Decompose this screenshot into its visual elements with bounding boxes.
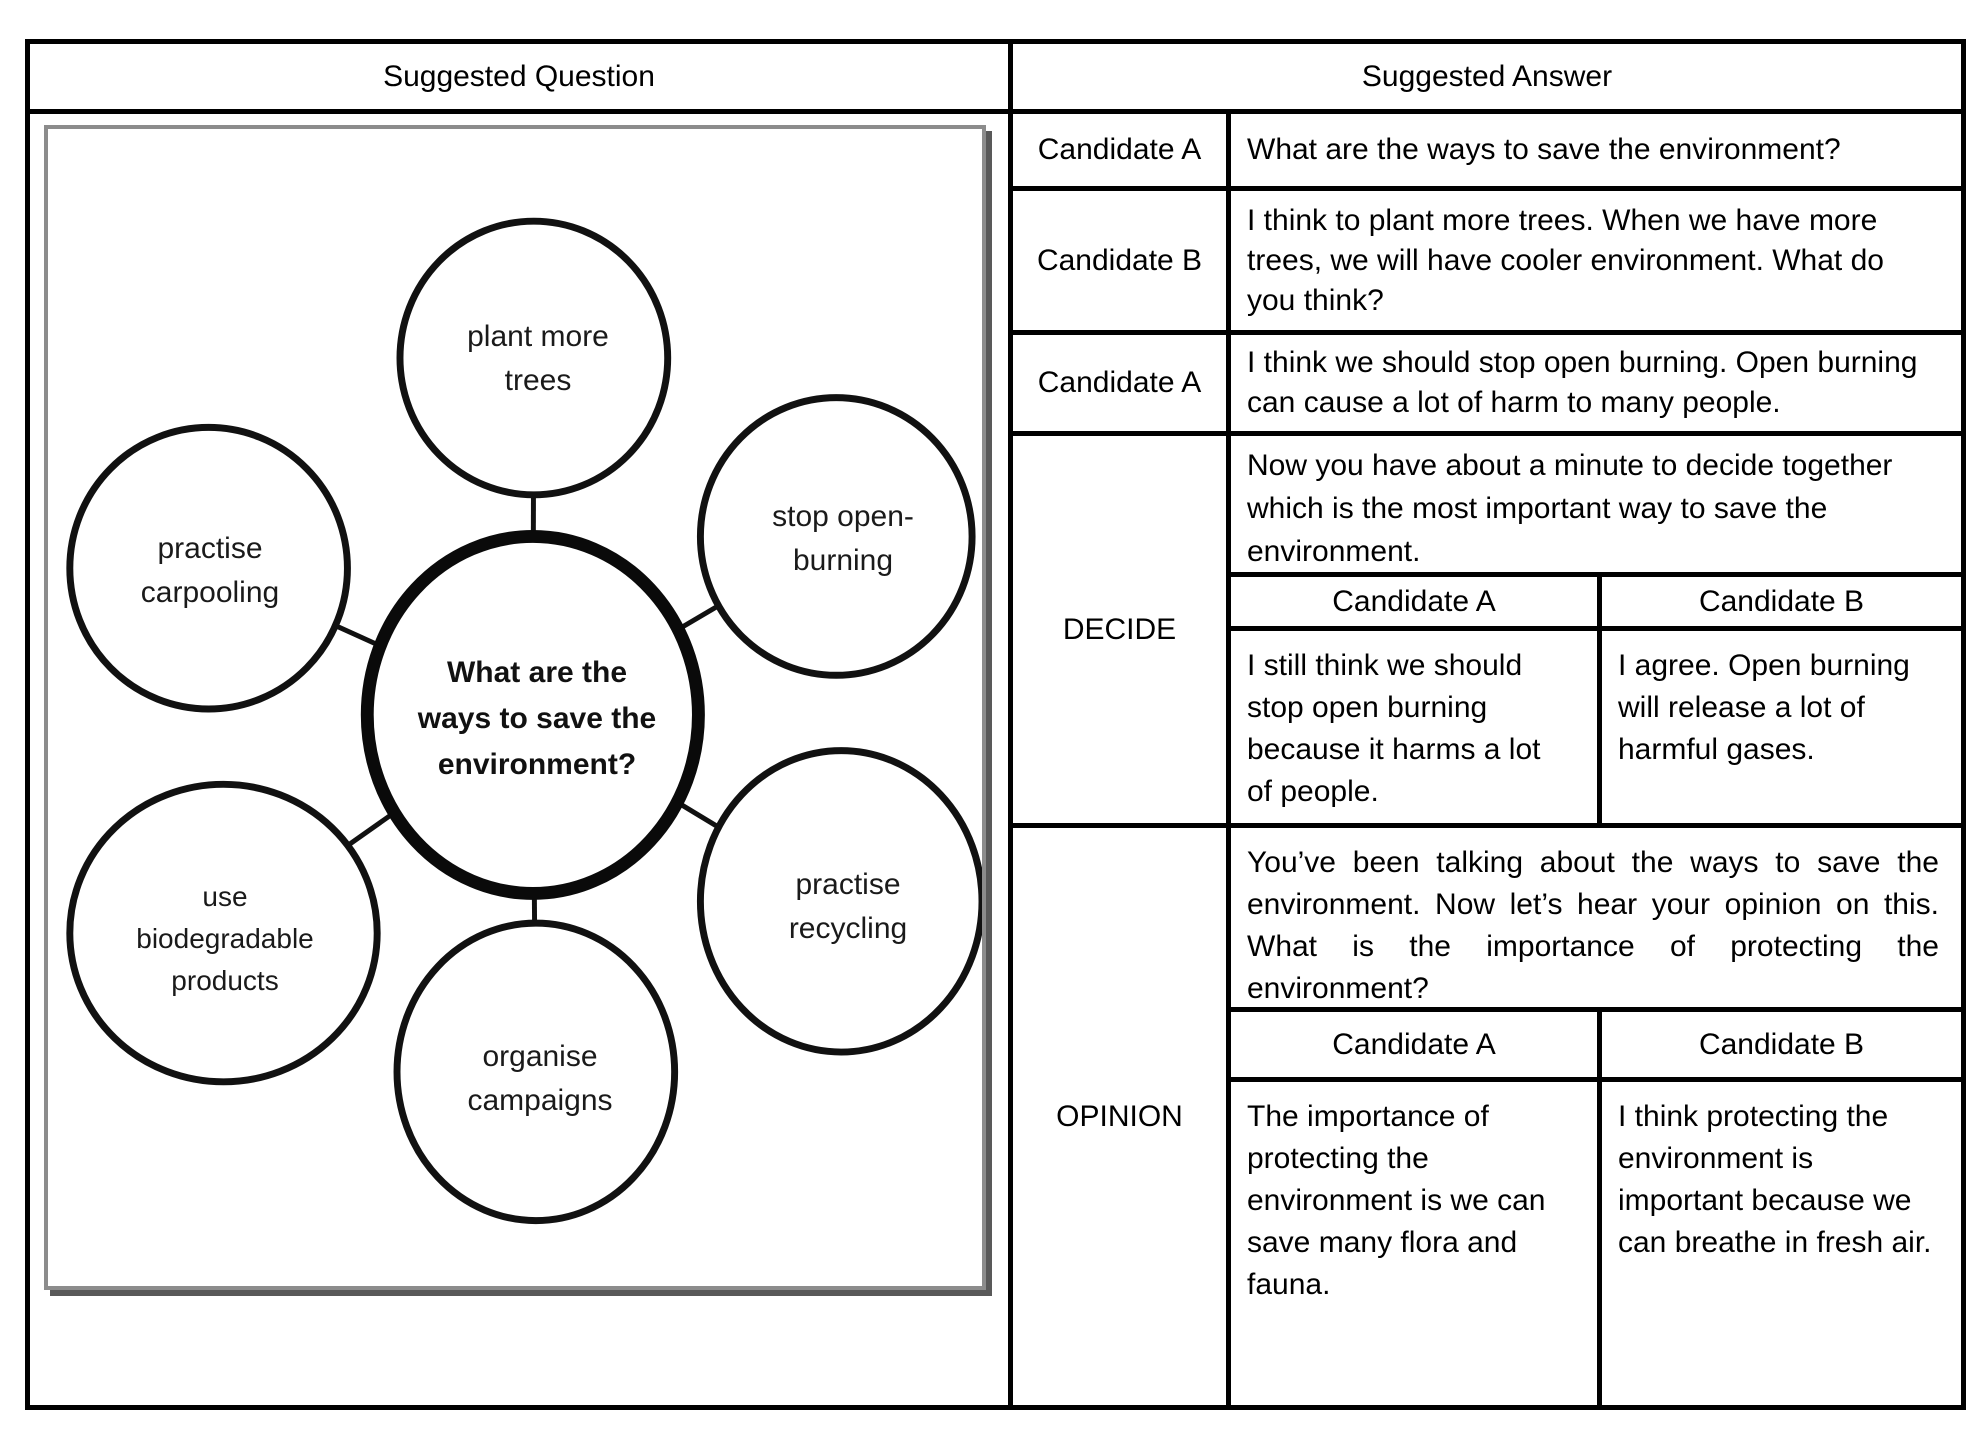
answer-header-cell <box>1013 44 1961 114</box>
decide-candidate-a-header: Candidate A <box>1231 577 1602 626</box>
question-body-cell <box>30 114 1008 1405</box>
speaker-label: Candidate B <box>1013 191 1231 330</box>
opinion-candidate-header <box>1231 1012 1961 1082</box>
dialogue-text: What are the ways to save the environment? <box>1247 133 1841 166</box>
decide-label: DECIDE <box>1013 436 1231 823</box>
answer-header-label: Suggested Answer <box>1361 59 1613 93</box>
question-header-cell <box>30 44 1008 114</box>
question-header-label: Suggested Question <box>383 59 655 93</box>
mindmap-node-stop-open-burning: stop open-burning <box>772 500 914 577</box>
decide-candidate-a-answer: I still think we should stop open burning because it harms a lot of people. <box>1231 631 1602 823</box>
dialogue-text: I think to plant more trees. When we have more trees, we will have cooler environment. What do you think? <box>1247 203 1884 317</box>
answer-pane <box>1013 44 1961 1405</box>
decide-candidate-header <box>1231 577 1961 631</box>
opinion-candidate-a-answer: The importance of protecting the environment is we can save many flora and fauna. <box>1231 1082 1602 1405</box>
question-pane <box>30 44 1013 1405</box>
opinion-candidate-b-answer: I think protecting the environment is important because we can breathe in fresh air. <box>1618 1100 1932 1259</box>
mindmap-node-plant-more-trees: plant more trees <box>467 320 609 397</box>
mindmap-node-organise-campaigns: organise campaigns <box>467 1040 613 1117</box>
mindmap-node-practise-recycling: practise recycling <box>788 868 908 945</box>
opinion-section <box>1013 828 1961 1405</box>
opinion-candidate-a-header: Candidate A <box>1231 1012 1602 1077</box>
dialogue-row-2 <box>1013 191 1961 335</box>
mindmap-center-question: What are the ways to save the environment? <box>417 656 657 781</box>
opinion-candidate-b-header: Candidate B <box>1698 1027 1865 1061</box>
opinion-label: OPINION <box>1013 828 1231 1405</box>
dialogue-text: I think we should stop open burning. Open burning can cause a lot of harm to many people. <box>1247 346 1918 419</box>
dialogue-row-3 <box>1013 335 1961 436</box>
decide-candidate-b-header: Candidate B <box>1698 584 1865 618</box>
suggested-qa-table <box>25 39 1966 1410</box>
dialogue-row-1 <box>1013 114 1961 191</box>
speaker-label: Candidate A <box>1013 335 1231 431</box>
decide-intro: Now you have about a minute to decide together which is the most important way to save the environment. <box>1231 436 1961 577</box>
mindmap-figure <box>44 125 986 1290</box>
mindmap-node-practise-carpooling: practise carpooling <box>140 532 280 609</box>
mindmap-node-use-biodegradable-products: use biodegradable products <box>136 881 314 996</box>
decide-candidate-b-answer: I agree. Open burning will release a lot of harmful gases. <box>1618 649 1910 766</box>
decide-section <box>1013 436 1961 828</box>
speaker-label: Candidate A <box>1013 114 1231 186</box>
opinion-intro: You’ve been talking about the ways to save the environment. Now let’s hear your opinion on this. What is the importance of protecting the environment? <box>1231 828 1961 1012</box>
